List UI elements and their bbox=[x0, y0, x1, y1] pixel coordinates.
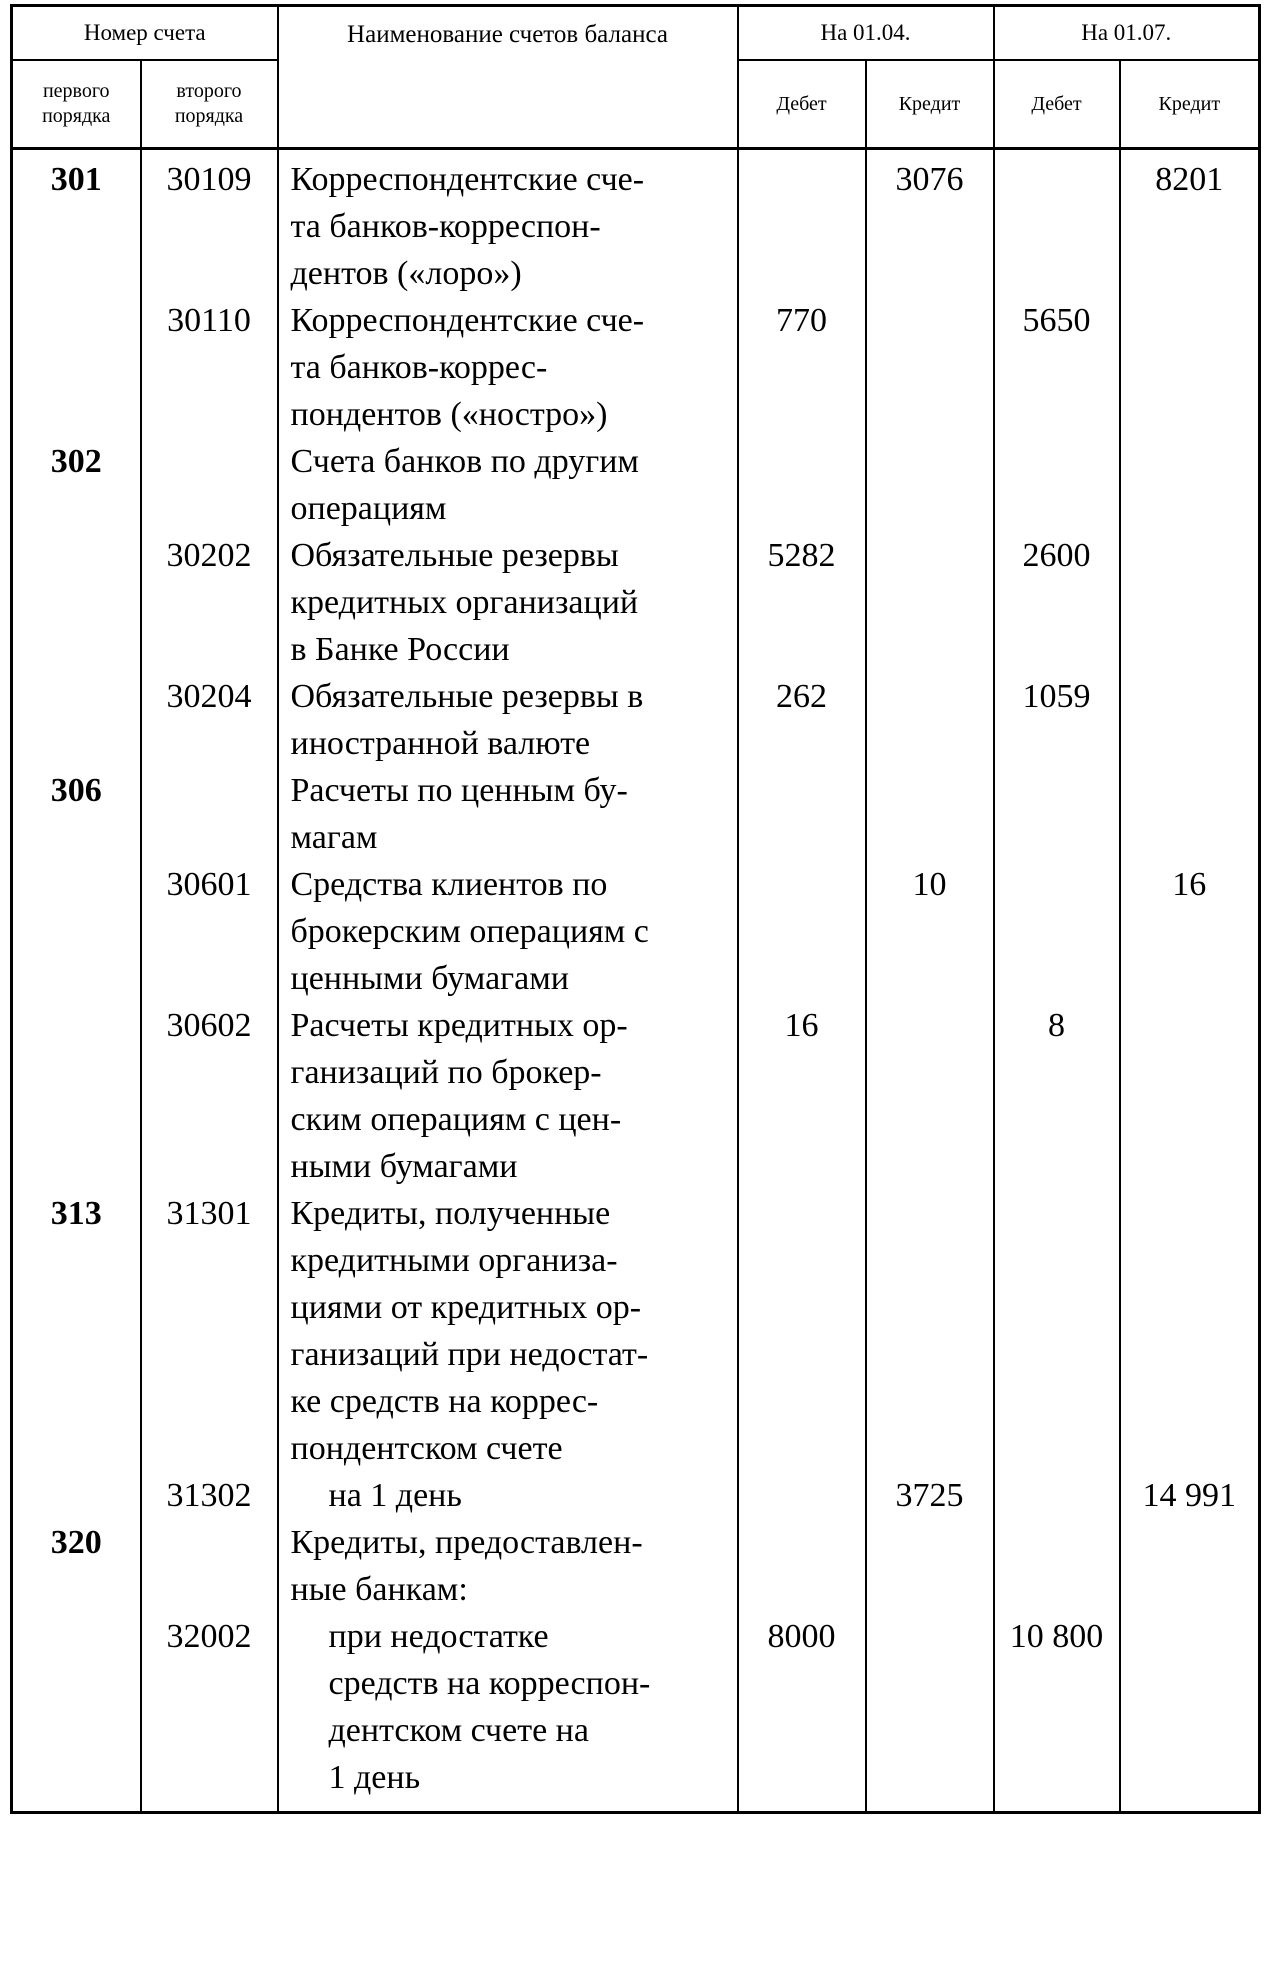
table-row bbox=[12, 297, 1260, 438]
credit-date1-cell: 10 bbox=[866, 861, 994, 1002]
debit-date2-cell bbox=[994, 438, 1120, 532]
credit-date1-cell bbox=[866, 1190, 994, 1472]
second-order-account-cell bbox=[141, 767, 278, 861]
table-body bbox=[12, 149, 1260, 1813]
table-row bbox=[12, 1613, 1260, 1813]
account-name-text: Кредиты, полученные кредитными организа- циями от кредитных ор- ганизаций при недостат- ке средств на коррес- пондентском счете bbox=[290, 1195, 649, 1467]
table-row bbox=[12, 438, 1260, 532]
account-name-cell bbox=[278, 1190, 738, 1472]
first-order-account-cell: 306 bbox=[12, 767, 141, 861]
credit-date1-cell: 3725 bbox=[866, 1472, 994, 1519]
second-order-account-cell bbox=[141, 1519, 278, 1613]
account-name-text: при недостатке средств на корреспон- дентском счете на 1 день bbox=[328, 1618, 651, 1796]
debit-date2-cell: 8 bbox=[994, 1002, 1120, 1190]
debit-date2-cell bbox=[994, 767, 1120, 861]
table-row bbox=[12, 673, 1260, 767]
debit-date1-cell bbox=[738, 1472, 866, 1519]
table-row bbox=[12, 532, 1260, 673]
first-order-account-cell bbox=[12, 532, 141, 673]
credit-date2-cell: 14 991 bbox=[1120, 1472, 1260, 1519]
second-order-account-cell: 30110 bbox=[141, 297, 278, 438]
debit-date2-cell: 5650 bbox=[994, 297, 1120, 438]
credit-date1-cell bbox=[866, 1002, 994, 1190]
account-name-text: Расчеты по ценным бу- магам bbox=[290, 772, 628, 856]
credit-date2-cell bbox=[1120, 438, 1260, 532]
table-row bbox=[12, 767, 1260, 861]
credit-date1-cell bbox=[866, 673, 994, 767]
second-order-account-cell: 30202 bbox=[141, 532, 278, 673]
account-name-cell bbox=[278, 1613, 738, 1813]
credit-header-date2: Кредит bbox=[1120, 60, 1260, 149]
account-name-cell bbox=[278, 532, 738, 673]
second-order-account-cell bbox=[141, 438, 278, 532]
credit-date2-cell: 16 bbox=[1120, 861, 1260, 1002]
first-order-account-cell: 313 bbox=[12, 1190, 141, 1472]
debit-date2-cell: 10 800 bbox=[994, 1613, 1120, 1813]
table-header bbox=[12, 6, 1260, 149]
debit-date1-cell bbox=[738, 1519, 866, 1613]
debit-date2-cell bbox=[994, 1472, 1120, 1519]
debit-date1-cell: 5282 bbox=[738, 532, 866, 673]
credit-date2-cell bbox=[1120, 1002, 1260, 1190]
debit-header-date2: Дебет bbox=[994, 60, 1120, 149]
second-order-account-cell: 31301 bbox=[141, 1190, 278, 1472]
first-order-account-cell bbox=[12, 1613, 141, 1813]
debit-date1-cell bbox=[738, 1190, 866, 1472]
table-row bbox=[12, 1472, 1260, 1519]
second-order-account-cell: 30601 bbox=[141, 861, 278, 1002]
credit-date2-cell bbox=[1120, 673, 1260, 767]
credit-date1-cell bbox=[866, 1519, 994, 1613]
debit-date1-cell: 262 bbox=[738, 673, 866, 767]
credit-date2-cell bbox=[1120, 1519, 1260, 1613]
credit-header-date1: Кредит bbox=[866, 60, 994, 149]
account-name-cell bbox=[278, 1519, 738, 1613]
table-row bbox=[12, 149, 1260, 298]
account-name-text: на 1 день bbox=[328, 1477, 462, 1514]
debit-date1-cell bbox=[738, 149, 866, 298]
account-name-cell bbox=[278, 673, 738, 767]
credit-date1-cell bbox=[866, 532, 994, 673]
account-number-header: Номер счета bbox=[12, 6, 278, 61]
debit-date1-cell bbox=[738, 767, 866, 861]
debit-date1-cell: 8000 bbox=[738, 1613, 866, 1813]
table-row bbox=[12, 1002, 1260, 1190]
debit-date2-cell: 2600 bbox=[994, 532, 1120, 673]
debit-date1-cell bbox=[738, 438, 866, 532]
account-name-cell bbox=[278, 861, 738, 1002]
debit-date1-cell: 770 bbox=[738, 297, 866, 438]
credit-date1-cell bbox=[866, 438, 994, 532]
account-name-cell bbox=[278, 1472, 738, 1519]
credit-date2-cell bbox=[1120, 767, 1260, 861]
account-name-cell bbox=[278, 767, 738, 861]
credit-date2-cell bbox=[1120, 1613, 1260, 1813]
table-row bbox=[12, 861, 1260, 1002]
credit-date1-cell bbox=[866, 1613, 994, 1813]
account-name-text: Обязательные резервы в иностранной валюте bbox=[290, 678, 644, 762]
account-name-text: Корреспондентские сче- та банков-коррес- пондентов («ностро») bbox=[290, 302, 645, 433]
credit-date2-cell bbox=[1120, 532, 1260, 673]
credit-date1-cell bbox=[866, 767, 994, 861]
account-name-cell bbox=[278, 1002, 738, 1190]
date1-header: На 01.04. bbox=[738, 6, 994, 61]
account-name-text: Расчеты кредитных ор- ганизаций по брокер- ским операциям с цен- ными бумагами bbox=[290, 1007, 628, 1185]
debit-date2-cell bbox=[994, 861, 1120, 1002]
second-order-account-cell: 31302 bbox=[141, 1472, 278, 1519]
first-order-account-cell bbox=[12, 1472, 141, 1519]
account-name-text: Средства клиентов по брокерским операциям с ценными бумагами bbox=[290, 866, 649, 997]
first-order-header: первого порядка bbox=[12, 60, 141, 149]
account-name-header: Наименование счетов баланса bbox=[278, 6, 738, 149]
account-name-cell bbox=[278, 149, 738, 298]
account-name-text: Счета банков по другим операциям bbox=[290, 443, 639, 527]
debit-header-date1: Дебет bbox=[738, 60, 866, 149]
account-name-text: Кредиты, предоставлен- ные банкам: bbox=[290, 1524, 643, 1608]
credit-date1-cell: 3076 bbox=[866, 149, 994, 298]
second-order-account-cell: 30204 bbox=[141, 673, 278, 767]
account-name-text: Обязательные резервы кредитных организаций в Банке России bbox=[290, 537, 639, 668]
debit-date1-cell bbox=[738, 861, 866, 1002]
date2-header: На 01.07. bbox=[994, 6, 1260, 61]
balance-accounts-table bbox=[10, 4, 1261, 1814]
credit-date2-cell: 8201 bbox=[1120, 149, 1260, 298]
second-order-account-cell: 30109 bbox=[141, 149, 278, 298]
second-order-header: второго порядка bbox=[141, 60, 278, 149]
debit-date2-cell bbox=[994, 1190, 1120, 1472]
debit-date1-cell: 16 bbox=[738, 1002, 866, 1190]
first-order-account-cell bbox=[12, 673, 141, 767]
account-name-cell bbox=[278, 438, 738, 532]
first-order-account-cell: 302 bbox=[12, 438, 141, 532]
debit-date2-cell bbox=[994, 1519, 1120, 1613]
first-order-account-cell: 320 bbox=[12, 1519, 141, 1613]
credit-date2-cell bbox=[1120, 297, 1260, 438]
debit-date2-cell bbox=[994, 149, 1120, 298]
account-name-cell bbox=[278, 297, 738, 438]
table-row bbox=[12, 1190, 1260, 1472]
account-name-text: Корреспондентские сче- та банков-корреспон- дентов («лоро») bbox=[290, 161, 645, 292]
second-order-account-cell: 30602 bbox=[141, 1002, 278, 1190]
credit-date2-cell bbox=[1120, 1190, 1260, 1472]
first-order-account-cell: 301 bbox=[12, 149, 141, 298]
second-order-account-cell: 32002 bbox=[141, 1613, 278, 1813]
first-order-account-cell bbox=[12, 297, 141, 438]
balance-sheet-table-page bbox=[10, 4, 1258, 1958]
debit-date2-cell: 1059 bbox=[994, 673, 1120, 767]
first-order-account-cell bbox=[12, 861, 141, 1002]
credit-date1-cell bbox=[866, 297, 994, 438]
table-row bbox=[12, 1519, 1260, 1613]
first-order-account-cell bbox=[12, 1002, 141, 1190]
